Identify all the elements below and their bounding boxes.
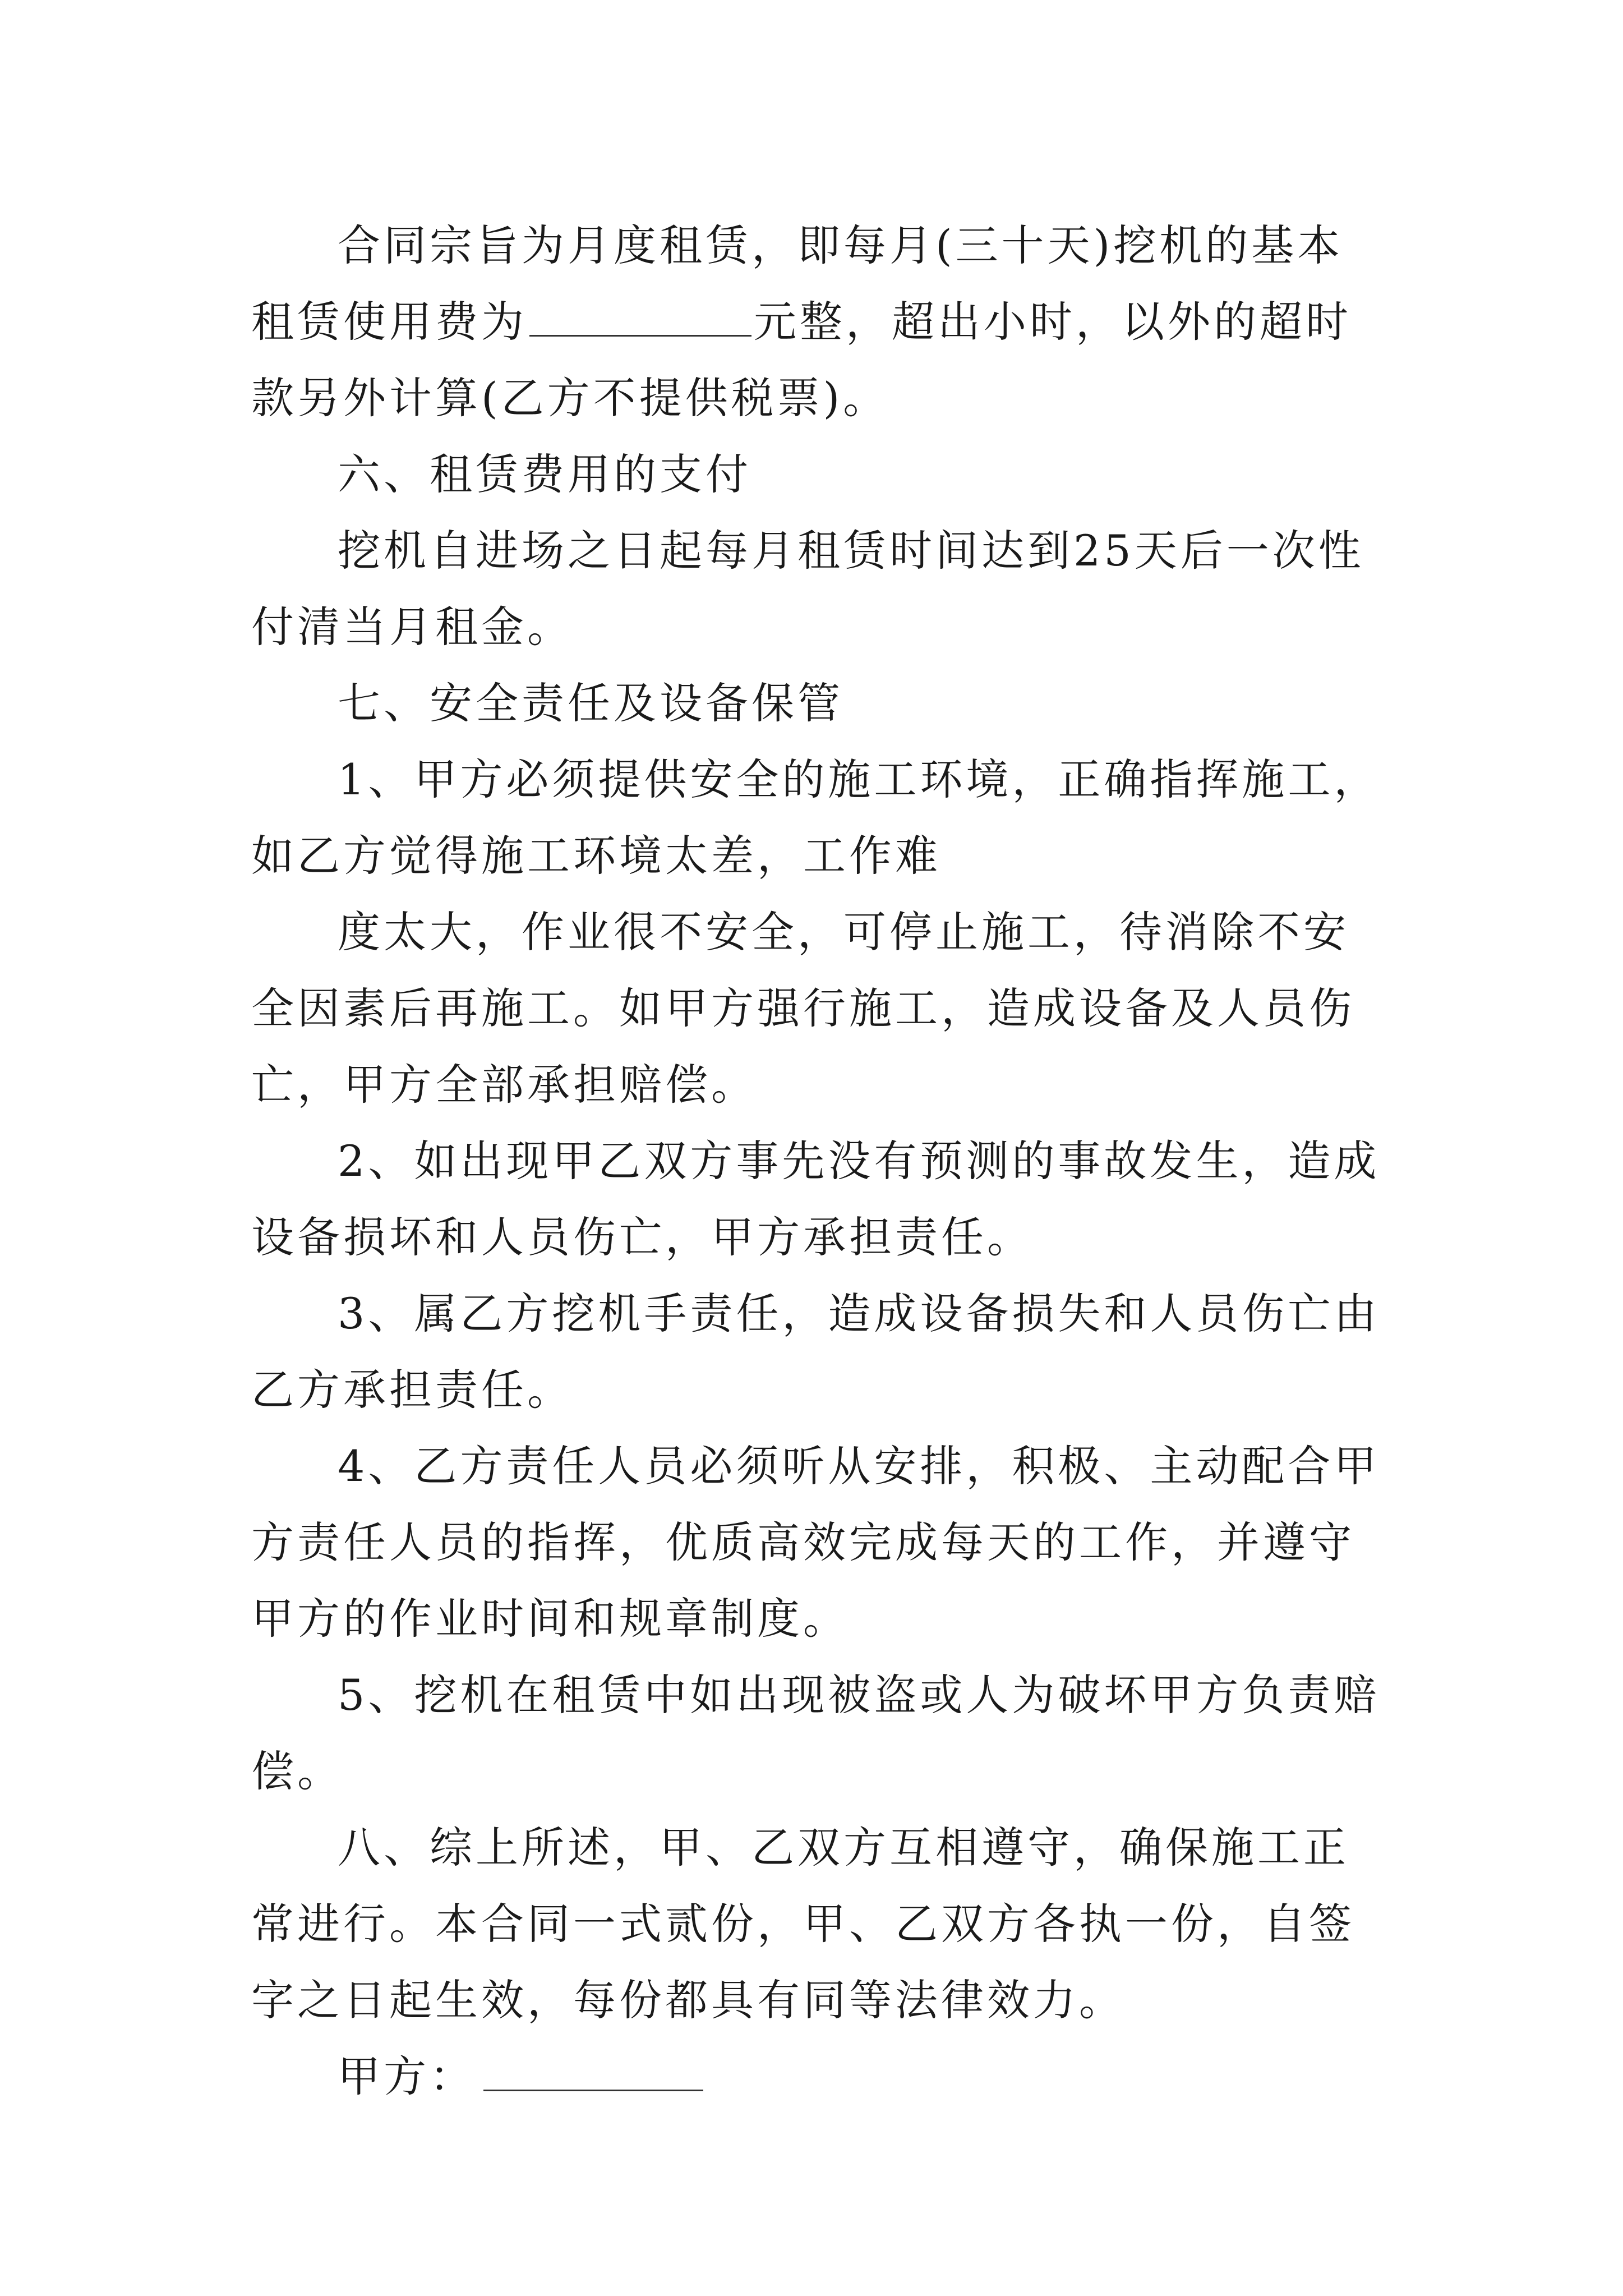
paragraph-safety-1: 1、甲方必须提供安全的施工环境，正确指挥施工，如乙方觉得施工环境太差，工作难 [251,754,1380,881]
paragraph-safety-4: 4、乙方责任人员必须听从安排，积极、主动配合甲方责任人员的指挥，优质高效完成每天的工作，并遵守甲方的作业时间和规章制度。 [251,1441,1380,1644]
paragraph-safety-5: 5、挖机在租赁中如出现被盗或人为破坏甲方负责赔偿。 [251,1670,1380,1796]
paragraph-safety-2: 2、如出现甲乙双方事先没有预测的事故发生，造成设备损坏和人员伤亡，甲方承担责任。 [251,1136,1380,1262]
signature-party-a [251,2039,1384,2115]
paragraph-rental-fee [251,208,1384,436]
party-a-label: 甲方： [338,2051,476,2101]
paragraph-text: 元整，超出小时，以外的超时款另外计算(乙方不提供税票)。 [251,297,1352,423]
paragraph-payment: 挖机自进场之日起每月租赁时间达到25天后一次性付清当月租金。 [251,526,1364,652]
section-heading-payment: 六、租赁费用的支付 [338,449,751,499]
party-a-signature-field[interactable] [483,2050,703,2091]
section-heading-safety: 七、安全责任及设备保管 [338,678,843,728]
paragraph-safety-3: 3、属乙方挖机手责任，造成设备损失和人员伤亡由乙方承担责任。 [251,1289,1380,1415]
paragraph-text: 合同宗旨为月度租赁，即每月(三十天)挖机的基本租赁使用费为 [251,220,1344,347]
contract-body [251,208,1384,2115]
paragraph-safety-1-cont: 度太大，作业很不安全，可停止施工，待消除不安全因素后再施工。如甲方强行施工，造成设备及人员伤亡，甲方全部承担赔偿。 [251,907,1355,1110]
section-heading-summary: 八、综上所述，甲、乙双方互相遵守，确保施工正常进行。本合同一式贰份，甲、乙双方各执一份，自签字之日起生效，每份都具有同等法律效力。 [251,1823,1355,2025]
fee-blank-field[interactable] [529,296,751,337]
